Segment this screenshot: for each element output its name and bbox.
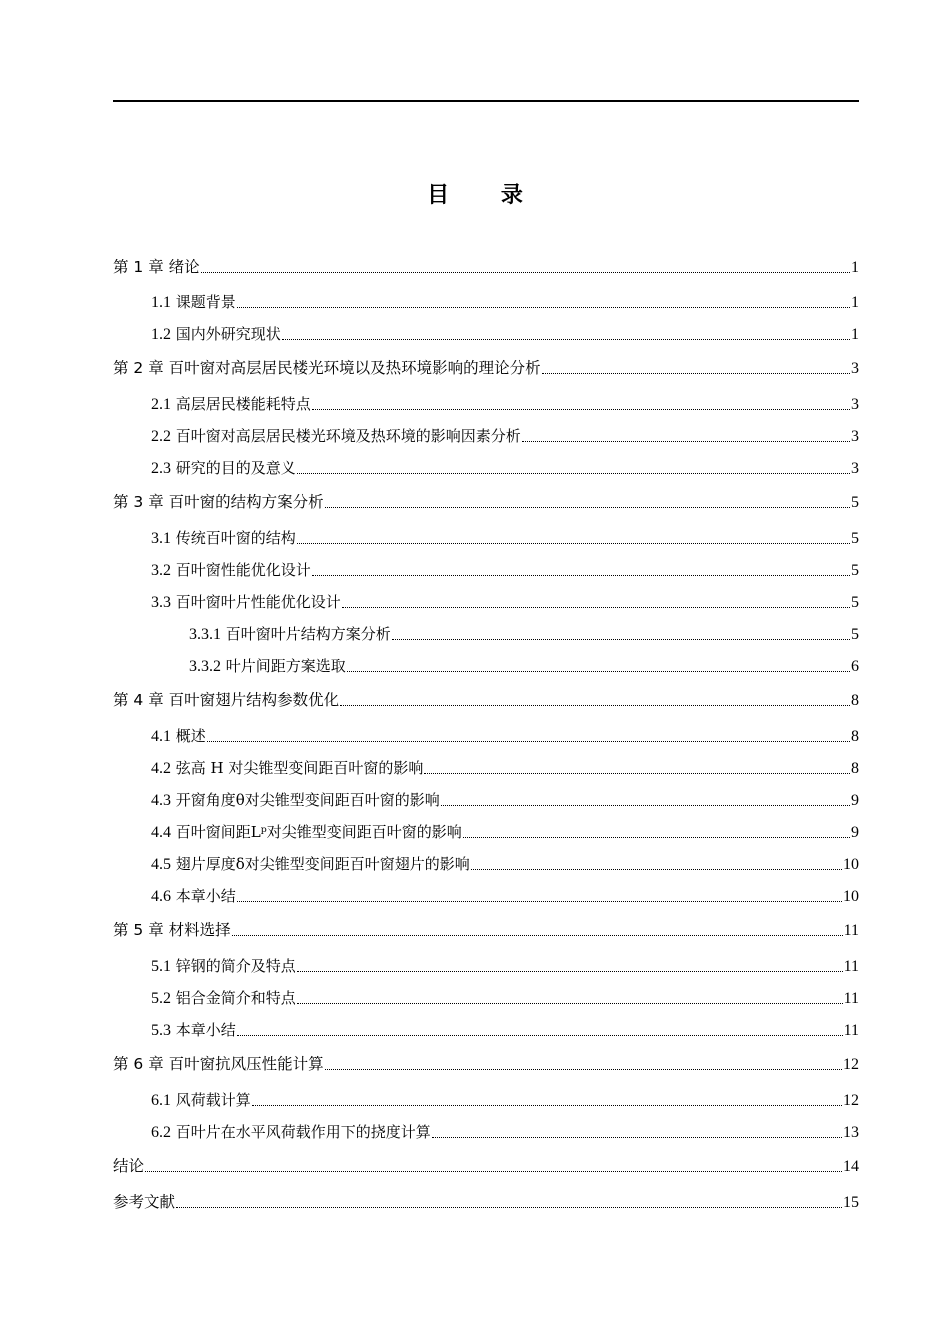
toc-entry-label [151, 1019, 236, 1040]
toc-entry[interactable] [113, 514, 859, 548]
toc-entry-text: 百叶窗叶片结构方案分析 [221, 625, 391, 643]
dot-leader [347, 670, 850, 672]
toc-entry[interactable] [113, 712, 859, 746]
dot-leader [325, 1068, 842, 1070]
toc-entry-text: 课题背景 [171, 293, 236, 311]
toc-entry-page: 10 [843, 856, 859, 873]
toc-entry[interactable] [113, 942, 859, 976]
dot-leader [392, 638, 850, 640]
dot-leader [522, 440, 850, 442]
toc-entry-page: 13 [843, 1124, 859, 1141]
toc-entry-page: 14 [843, 1158, 859, 1175]
dot-leader [441, 804, 850, 806]
toc-entry-label [113, 356, 541, 378]
toc-entry[interactable] [113, 744, 859, 778]
toc-entry[interactable] [113, 344, 859, 378]
dot-leader [201, 271, 850, 273]
toc-entry-label [151, 559, 311, 580]
toc-entry[interactable] [113, 974, 859, 1008]
toc-entry-label [151, 821, 462, 842]
toc-entry-label [151, 291, 236, 312]
toc-entry-number: 3.3.2 [189, 658, 221, 675]
dot-leader [145, 1170, 842, 1172]
toc-entry-text: 风荷载计算 [171, 1091, 251, 1109]
toc-entry-label [151, 527, 296, 548]
toc-entry[interactable] [113, 1108, 859, 1142]
toc-entry-page: 15 [843, 1194, 859, 1211]
toc-entry[interactable] [113, 278, 859, 312]
toc-entry-label [151, 789, 440, 810]
toc-entry-text: 第 1 章 绪论 [113, 258, 200, 276]
toc-entry-label [151, 1089, 251, 1110]
toc-entry[interactable] [113, 444, 859, 478]
dot-leader [297, 472, 850, 474]
toc-title: 目 录 [427, 183, 545, 208]
toc-entry[interactable] [113, 1076, 859, 1110]
toc-entry[interactable] [113, 610, 859, 644]
toc-entry-label [151, 393, 311, 414]
toc-entry-number: 2.2 [151, 428, 171, 445]
dot-leader [471, 868, 842, 870]
toc-entry-number: 5.2 [151, 990, 171, 1007]
toc-entry-label [151, 457, 296, 478]
dot-leader [312, 574, 850, 576]
dot-leader [237, 306, 850, 308]
dot-leader [340, 704, 850, 706]
toc-entry-label [151, 757, 423, 778]
toc-entry-text: 弦高 H 对尖锥型变间距百叶窗的影响 [171, 759, 424, 777]
toc-entry-number: 6.2 [151, 1124, 171, 1141]
toc-entry-text: 百叶窗间距Lᵖ对尖锥型变间距百叶窗的影响 [171, 823, 462, 841]
toc-entry[interactable] [113, 872, 859, 906]
toc-entry-text: 本章小结 [171, 1021, 236, 1039]
dot-leader [424, 772, 850, 774]
dot-leader [342, 606, 850, 608]
toc-entry-text: 百叶片在水平风荷载作用下的挠度计算 [171, 1123, 431, 1141]
toc-entry-label [113, 688, 339, 710]
toc-entry-page: 3 [851, 396, 859, 413]
toc-entry-label [151, 425, 521, 446]
toc-entry-text: 第 5 章 材料选择 [113, 921, 231, 939]
dot-leader [297, 1002, 843, 1004]
toc-entry-page: 5 [851, 626, 859, 643]
toc-entry-number: 4.6 [151, 888, 171, 905]
dot-leader [252, 1104, 842, 1106]
toc-entry[interactable] [113, 676, 859, 710]
toc-entry-label [189, 623, 391, 644]
toc-entry-page: 9 [851, 792, 859, 809]
toc-entry-text: 百叶窗性能优化设计 [171, 561, 311, 579]
toc-entry-label [113, 1052, 324, 1074]
toc-entry[interactable] [113, 808, 859, 842]
toc-entry-text: 结论 [113, 1157, 145, 1175]
toc-entry-label [151, 725, 206, 746]
toc-entry[interactable] [113, 840, 859, 874]
toc-entry-number: 6.1 [151, 1092, 171, 1109]
header-rule [113, 100, 859, 102]
toc-entry-text: 参考文献 [113, 1193, 176, 1211]
toc-entry-label [151, 1121, 431, 1142]
dot-leader [232, 934, 843, 936]
toc-entry-label [113, 490, 324, 512]
toc-entry[interactable] [113, 546, 859, 580]
toc-entry-page: 11 [843, 1022, 859, 1039]
toc-entry-label [113, 918, 231, 940]
toc-entry-number: 2.3 [151, 460, 171, 477]
toc-entry-number: 3.1 [151, 530, 171, 547]
toc-entry-page: 5 [851, 562, 859, 579]
toc-entry-page: 10 [843, 888, 859, 905]
toc-entry-label [189, 655, 346, 676]
toc-entry-page: 5 [851, 594, 859, 611]
toc-entry-number: 2.1 [151, 396, 171, 413]
toc-entry-page: 6 [851, 658, 859, 675]
toc-entry[interactable] [113, 1006, 859, 1040]
toc-entry-text: 开窗角度θ对尖锥型变间距百叶窗的影响 [171, 791, 440, 809]
toc-entry-text: 高层居民楼能耗特点 [171, 395, 311, 413]
toc-entry-number: 3.3 [151, 594, 171, 611]
toc-entry-text: 第 3 章 百叶窗的结构方案分析 [113, 493, 324, 511]
toc-entry-label [151, 853, 470, 874]
toc-entry-label [151, 591, 341, 612]
toc-entry-page: 3 [851, 460, 859, 477]
toc-entry-page: 12 [843, 1092, 859, 1109]
toc-entry[interactable] [113, 578, 859, 612]
toc-entry-label [113, 255, 200, 277]
toc-entry-label [151, 885, 236, 906]
toc-entry-number: 1.1 [151, 294, 171, 311]
toc-entry-label [151, 323, 281, 344]
toc-entry-page: 1 [851, 326, 859, 343]
toc-entry[interactable] [113, 1142, 859, 1176]
dot-leader [237, 900, 842, 902]
dot-leader [282, 338, 850, 340]
toc-entry-number: 4.2 [151, 760, 171, 777]
toc-entry[interactable] [113, 906, 859, 940]
toc-entry-page: 8 [851, 760, 859, 777]
dot-leader [237, 1034, 843, 1036]
dot-leader [297, 970, 843, 972]
toc-entry[interactable] [113, 380, 859, 414]
toc-entry-page: 1 [851, 294, 859, 311]
toc-entry-text: 百叶窗对高层居民楼光环境及热环境的影响因素分析 [171, 427, 521, 445]
toc-entry-number: 4.1 [151, 728, 171, 745]
toc-entry-text: 百叶窗叶片性能优化设计 [171, 593, 341, 611]
toc-entry-page: 8 [851, 728, 859, 745]
dot-leader [432, 1136, 842, 1138]
toc-entry-text: 叶片间距方案选取 [221, 657, 346, 675]
toc-entry[interactable] [113, 1040, 859, 1074]
toc-entry-text: 翅片厚度δ对尖锥型变间距百叶窗翅片的影响 [171, 855, 470, 873]
toc-entry-number: 4.3 [151, 792, 171, 809]
toc-entry-number: 1.2 [151, 326, 171, 343]
dot-leader [325, 506, 850, 508]
toc-entry[interactable] [113, 412, 859, 446]
toc-entry-number: 3.2 [151, 562, 171, 579]
toc-entry-text: 本章小结 [171, 887, 236, 905]
dot-leader [542, 372, 850, 374]
toc-entry-page: 8 [851, 692, 859, 709]
toc-entry-page: 12 [843, 1056, 859, 1073]
toc-entry-label [151, 955, 296, 976]
toc-entry-label [113, 1154, 144, 1176]
toc-entry-text: 研究的目的及意义 [171, 459, 296, 477]
toc-entry-number: 4.4 [151, 824, 171, 841]
toc-entry-page: 3 [851, 360, 859, 377]
toc-entry-page: 5 [851, 530, 859, 547]
toc-entry-page: 3 [851, 428, 859, 445]
toc-entry-label [151, 987, 296, 1008]
toc-entry-text: 锌钢的简介及特点 [171, 957, 296, 975]
dot-leader [207, 740, 850, 742]
toc-entry[interactable] [113, 642, 859, 676]
toc-entry-number: 5.1 [151, 958, 171, 975]
toc-entry-text: 铝合金简介和特点 [171, 989, 296, 1007]
toc-entry-text: 国内外研究现状 [171, 325, 281, 343]
dot-leader [463, 836, 850, 838]
toc-entry[interactable] [113, 310, 859, 344]
toc-entry-number: 3.3.1 [189, 626, 221, 643]
toc-entry-number: 5.3 [151, 1022, 171, 1039]
toc-entry-text: 第 4 章 百叶窗翅片结构参数优化 [113, 691, 340, 709]
toc-entry-number: 4.5 [151, 856, 171, 873]
toc-entry-text: 概述 [171, 727, 206, 745]
toc-entry-text: 第 2 章 百叶窗对高层居民楼光环境以及热环境影响的理论分析 [113, 359, 541, 377]
toc-entry-page: 11 [843, 958, 859, 975]
toc-entry[interactable] [113, 776, 859, 810]
dot-leader [312, 408, 850, 410]
toc-entry-page: 1 [851, 259, 859, 276]
toc-entry-text: 传统百叶窗的结构 [171, 529, 296, 547]
toc-entry-page: 5 [851, 494, 859, 511]
dot-leader [297, 542, 850, 544]
toc-entry[interactable] [113, 243, 859, 277]
dot-leader [176, 1206, 842, 1208]
toc-entry[interactable] [113, 478, 859, 512]
toc-entry-page: 11 [843, 990, 859, 1007]
toc-entry-text: 第 6 章 百叶窗抗风压性能计算 [113, 1055, 324, 1073]
toc-entry-page: 9 [851, 824, 859, 841]
toc-entry-label [113, 1190, 175, 1212]
toc-entry[interactable] [113, 1178, 859, 1212]
toc-entry-page: 11 [843, 922, 859, 939]
